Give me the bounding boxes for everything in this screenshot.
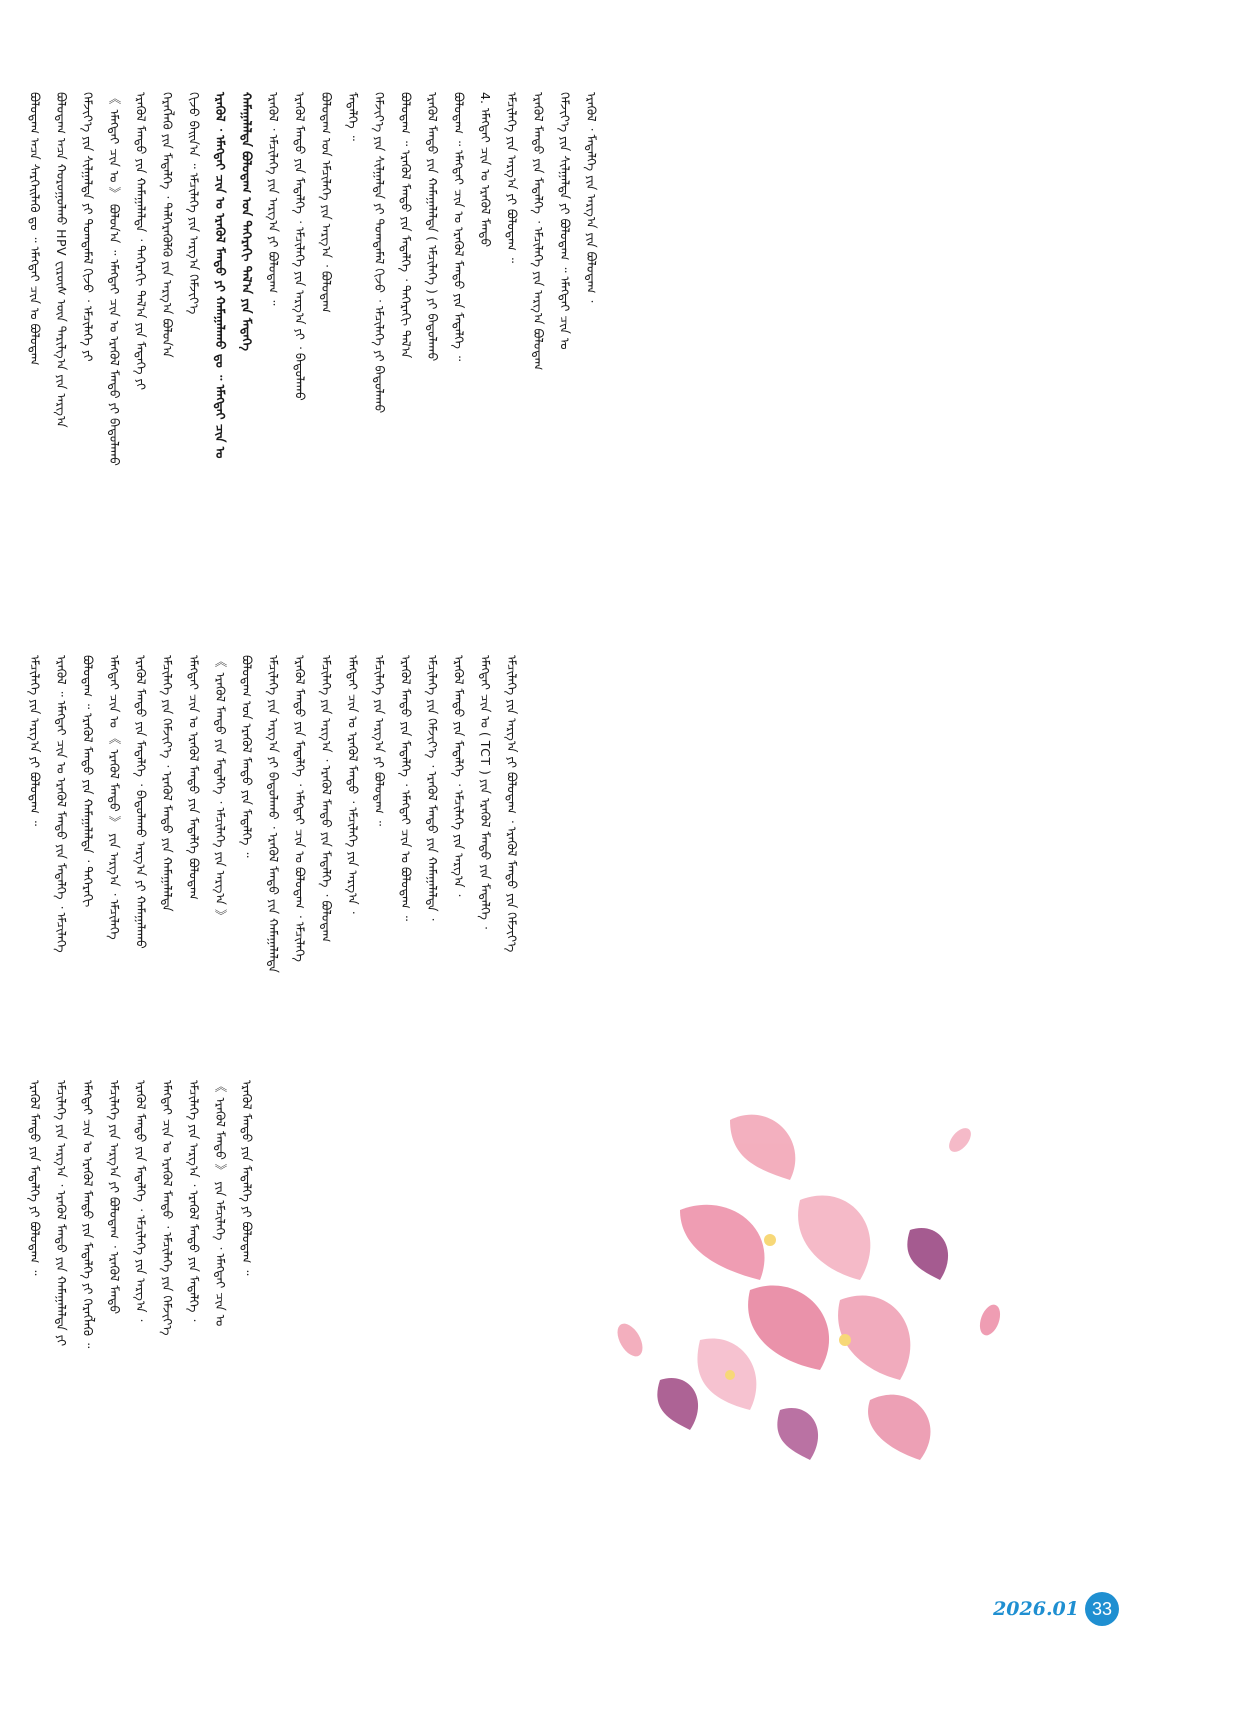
text-column: ᠡᠷᠡᠭᠦᠯ ᠮᠡᠨᠳᠦ ᠶᠢᠨ ᠮᠡᠳᠡᠯᠭᠡ ᠂ ᠡᠮᠴᠢᠯᠡᠭᠡ ᠶᠢᠨ ᠠᠷᠭ᠎ᠠ ᠂ — [451, 655, 467, 897]
text-column: ᠡᠷᠡᠭᠦᠯ ᠮᠡᠨᠳᠦ ᠶᠢᠨ ᠮᠡᠳᠡᠯᠭᠡ ᠂ ᠡᠮᠡᠭᠲᠡᠢ ᠴᠢᠨ ᠤ ᠪᠣᠯᠣᠳᠠᠭ ᠃ — [398, 655, 414, 921]
text-column: ᠡᠷᠡᠭᠦᠯ ᠮᠡᠨᠳᠦ ᠶᠢᠨ ᠮᠡᠳᠡᠯᠭᠡ ᠂ ᠪᠠᠲᠤᠯᠠᠬᠤ ᠠᠷᠭ᠎ᠠ ᠶᠢ ᠬᠠᠮᠠᠭᠠᠯᠠᠬᠤ — [133, 655, 149, 949]
pink-blossom-illustration — [610, 1080, 1020, 1500]
text-column: ᠡᠮᠴᠢᠯᠡᠭᠡ ᠶᠢᠨ ᠠᠷᠭ᠎ᠠ ᠂ ᠡᠷᠡᠭᠦᠯ ᠮᠡᠨᠳᠦ ᠶᠢᠨ ᠬᠠᠮᠠᠭᠠᠯᠠᠯᠲᠠ ᠶᠢ — [54, 1080, 69, 1347]
text-column: ᠡᠮᠡᠭᠲᠡᠢ ᠴᠢᠨ ᠤ ᠡᠷᠡᠭᠦᠯ ᠮᠡᠨᠳᠦ ᠂ ᠡᠮᠴᠢᠯᠡᠭᠡ ᠶᠢᠨ ᠠᠷᠭ᠎ᠠ ᠂ — [345, 655, 361, 914]
text-column: ᠡᠷᠡᠭᠦᠯ ᠮᠡᠨᠳᠦ ᠶᠢᠨ ᠬᠠᠮᠠᠭᠠᠯᠠᠯᠲᠠ ᠂ ᠳᠡᠭᠡᠷᠡᠬᠢ ᠲᠠᠯ᠎ᠠ ᠶᠢᠨ ᠮᠡᠳᠡᠭᠡ ᠶᠢ — [133, 92, 149, 391]
text-column: ᠡᠮᠴᠢᠯᠡᠭᠡ ᠶᠢᠨ ᠬᠡᠮᠵᠢᠶ᠎ᠡ ᠂ ᠡᠷᠡᠭᠦᠯ ᠮᠡᠨᠳᠦ ᠶᠢᠨ ᠬᠠᠮᠠᠭᠠᠯᠠᠯᠲᠠ — [160, 655, 175, 912]
text-column: ᠡᠮᠡᠭᠲᠡᠢ ᠴᠢᠨ ᠤ ᠡᠷᠡᠭᠦᠯ ᠮᠡᠨᠳᠦ ᠶᠢᠨ ᠮᠡᠳᠡᠯᠭᠡ ᠪᠣᠯᠣᠳᠠᠭ — [186, 655, 202, 900]
text-column: ᠬᠢᠵᠦ ᠪᠠᠢᠨ᠎ᠠ ᠃ ᠡᠮᠴᠢᠯᠡᠭᠡ ᠶᠢᠨ ᠠᠷᠭ᠎ᠠ ᠬᠡᠮᠵᠢᠶ᠎ᠡ — [186, 92, 202, 315]
text-column: ᠡᠷᠡᠭᠦᠯ ᠮᠡᠨᠳᠦ ᠶᠢᠨ ᠮᠡᠳᠡᠯᠭᠡ ᠶᠢ ᠪᠣᠯᠣᠳᠠᠭ ᠃ — [27, 1080, 43, 1276]
page-footer — [993, 1592, 1119, 1626]
text-column: ᠪᠣᠯᠣᠳᠠᠭ ᠠᠴᠠ ᠰᠡᠷᠭᠡᠢᠯᠡᠬᠦ ᠳᠤ ᠃ ᠡᠮᠡᠭᠲᠡᠢ ᠴᠢᠨ ᠤ ᠪᠣᠯᠣᠳᠠᠭ — [27, 92, 43, 366]
text-column: ᠡᠮᠴᠢᠯᠡᠭᠡ ᠶᠢᠨ ᠬᠡᠮᠵᠢᠶ᠎ᠡ ᠂ ᠡᠷᠡᠭᠦᠯ ᠮᠡᠨᠳᠦ ᠶᠢᠨ ᠬᠠᠮᠠᠭᠠᠯᠠᠯᠲᠠ ᠂ — [425, 655, 440, 921]
page-number: 33 — [1085, 1592, 1119, 1626]
text-column: ᠪᠣᠯᠣᠳᠠᠭ ᠃ ᠡᠮᠡᠭᠲᠡᠢ ᠴᠢᠨ ᠤ ᠡᠷᠡᠭᠦᠯ ᠮᠡᠨᠳᠦ ᠶᠢᠨ ᠮᠡᠳᠡᠯᠭᠡ ᠃ — [451, 92, 467, 362]
text-column: ᠪᠣᠯᠣᠳᠠᠭ ᠤᠨ ᠡᠮᠴᠢᠯᠡᠭᠡ ᠶᠢᠨ ᠠᠷᠭ᠎ᠠ ᠂ ᠪᠣᠯᠣᠳᠠᠭ — [319, 92, 334, 313]
text-column: ᠪᠣᠯᠣᠳᠠᠭ ᠃ ᠡᠷᠡᠭᠦᠯ ᠮᠡᠨᠳᠦ ᠶᠢᠨ ᠬᠠᠮᠠᠭᠠᠯᠠᠯᠲᠠ ᠂ ᠳᠡᠭᠡᠷᠡᠬᠢ — [80, 655, 96, 908]
text-column: ᠡᠷᠡᠭᠦᠯ ᠂ ᠡᠮᠡᠭᠲᠡᠢ ᠴᠢᠨ ᠤ ᠡᠷᠡᠭᠦᠯ ᠮᠡᠨᠳᠦ ᠶᠢ ᠬᠠᠮᠠᠭᠠᠯᠠᠬᠤ ᠳᠤ ᠃ ᠡᠮᠡᠭᠲᠡᠢ ᠴᠢᠨ ᠤ — [213, 92, 228, 459]
text-column: 《 ᠡᠮᠡᠭᠲᠡᠢ ᠴᠢᠨ ᠤ 》 ᠪᠣᠯᠤᠨ᠎ᠠ ᠃ ᠡᠮᠡᠭᠲᠡᠢ ᠴᠢᠨ ᠤ ᠡᠷᠡᠭᠦᠯ ᠮᠡᠨᠳᠦ ᠶᠢ ᠪᠠᠲᠤᠯᠠᠬᠤ — [107, 92, 122, 466]
text-column: ᠡᠮᠴᠢᠯᠡᠭᠡ ᠶᠢᠨ ᠠᠷᠭ᠎ᠠ ᠶᠢ ᠪᠣᠯᠣᠳᠠᠭ ᠃ — [27, 655, 43, 827]
text-column: ᠡᠷᠡᠭᠦᠯ ᠮᠡᠨᠳᠦ ᠶᠢᠨ ᠮᠡᠳᠡᠯᠭᠡ ᠂ ᠡᠮᠴᠢᠯᠡᠭᠡ ᠶᠢᠨ ᠠᠷᠭ᠎ᠠ ᠪᠣᠯᠣᠳᠠᠭ — [531, 92, 546, 371]
text-column: 《 ᠡᠷᠡᠭᠦᠯ ᠮᠡᠨᠳᠦ 》 ᠶᠢᠨ ᠡᠮᠴᠢᠯᠡᠭᠡ ᠂ ᠡᠮᠡᠭᠲᠡᠢ ᠴᠢᠨ ᠤ — [213, 1080, 228, 1327]
text-column: ᠡᠷᠡᠭᠦᠯ ᠂ ᠮᠡᠳᠡᠯᠭᠡ ᠶᠢᠨ ᠠᠷᠭ᠎ᠠ ᠶᠢᠨ ᠪᠣᠯᠣᠳᠠᠭ ᠂ — [584, 92, 599, 303]
text-column: ᠡᠷᠡᠭᠦᠯ ᠮᠡᠨᠳᠦ ᠶᠢᠨ ᠬᠠᠮᠠᠭᠠᠯᠠᠯᠲᠠ ( ᠡᠮᠴᠢᠯᠡᠭᠡ ) ᠶᠢ ᠪᠠᠲᠤᠯᠠᠬᠤ — [425, 92, 440, 362]
text-column: ᠡᠷᠡᠭᠦᠯ ᠮᠡᠨᠳᠦ ᠶᠢᠨ ᠮᠡᠳᠡᠯᠭᠡ ᠂ ᠡᠮᠡᠭᠲᠡᠢ ᠴᠢᠨ ᠤ ᠪᠣᠯᠣᠳᠠᠭ ᠂ ᠡᠮᠴᠢᠯᠡᠭᠡ — [292, 655, 308, 962]
text-column: ᠬᠡᠮᠵᠢᠶ᠎ᠡ ᠶᠢᠨ ᠰᠢᠯᠭᠠᠯᠲᠠ ᠶᠢ ᠪᠣᠯᠣᠳᠠᠭ ᠃ ᠡᠮᠡᠭᠲᠡᠢ ᠴᠢᠨ ᠤ — [557, 92, 573, 350]
text-column: ᠡᠮᠴᠢᠯᠡᠭᠡ ᠶᠢᠨ ᠠᠷᠭ᠎ᠠ ᠶᠢ ᠪᠠᠲᠤᠯᠠᠬᠤ ᠂ ᠡᠷᠡᠭᠦᠯ ᠮᠡᠨᠳᠦ ᠶᠢᠨ ᠬᠠᠮᠠᠭᠠᠯᠠᠯᠲᠠ — [266, 655, 281, 973]
text-column: ᠬᠡᠮᠵᠢᠶ᠎ᠡ ᠶᠢᠨ ᠰᠢᠯᠭᠠᠯᠲᠠ ᠶᠢ ᠲᠣᠭᠲᠠᠮᠠᠯ ᠬᠢᠵᠦ ᠂ ᠡᠮᠴᠢᠯᠡᠭᠡ ᠶᠢ ᠪᠠᠲᠤᠯᠠᠬᠤ — [372, 92, 387, 414]
text-column: ᠪᠣᠯᠣᠳᠠᠭ ᠤᠨ ᠡᠷᠡᠭᠦᠯ ᠮᠡᠨᠳᠦ ᠶᠢᠨ ᠮᠡᠳᠡᠯᠭᠡ ᠃ — [239, 655, 255, 858]
text-column: ᠡᠮᠴᠢᠯᠡᠭᠡ ᠶᠢᠨ ᠠᠷᠭ᠎ᠠ ᠶᠢ ᠪᠣᠯᠣᠳᠠᠭ ᠃ — [504, 92, 520, 264]
text-column: ᠮᠡᠳᠡᠯᠭᠡ ᠃ — [345, 92, 361, 141]
text-column: ᠡᠮᠴᠢᠯᠡᠭᠡ ᠶᠢᠨ ᠠᠷᠭ᠎ᠠ ᠶᠢ ᠪᠣᠯᠣᠳᠠᠭ ᠂ ᠡᠷᠡᠭᠦᠯ ᠮᠡᠨᠳᠦ ᠶᠢᠨ ᠬᠡᠮᠵᠢᠶ᠎ᠡ — [504, 655, 520, 953]
text-column: 《 ᠡᠷᠡᠭᠦᠯ ᠮᠡᠨᠳᠦ ᠶᠢᠨ ᠮᠡᠳᠡᠯᠭᠡ ᠂ ᠡᠮᠴᠢᠯᠡᠭᠡ ᠶᠢᠨ ᠠᠷᠭ᠎ᠠ 》 — [213, 655, 228, 922]
text-column: ᠡᠮᠡᠭᠲᠡᠢ ᠴᠢᠨ ᠤ ᠡᠷᠡᠭᠦᠯ ᠮᠡᠨᠳᠦ ᠂ ᠡᠮᠴᠢᠯᠡᠭᠡ ᠶᠢᠨ ᠬᠡᠮᠵᠢᠶ᠎ᠡ — [160, 1080, 175, 1336]
text-column: ᠡᠮᠴᠢᠯᠡᠭᠡ ᠶᠢᠨ ᠠᠷᠭ᠎ᠠ ᠶᠢ ᠪᠣᠯᠣᠳᠠᠭ ᠃ — [372, 655, 387, 827]
text-column: ᠡᠷᠡᠭᠦᠯ ᠂ ᠡᠮᠴᠢᠯᠡᠭᠡ ᠶᠢᠨ ᠠᠷᠭ᠎ᠠ ᠶᠢ ᠪᠣᠯᠣᠳᠠᠭ ᠃ — [266, 92, 281, 306]
text-column: ᠡᠮᠡᠭᠲᠡᠢ ᠴᠢᠨ ᠤ ( TCT ) ᠶᠢᠨ ᠡᠷᠡᠭᠦᠯ ᠮᠡᠨᠳᠦ ᠶᠢᠨ ᠮᠡᠳᠡᠯᠭᠡ ᠂ — [478, 655, 493, 929]
text-column: ᠬᠠᠮᠠᠭᠠᠯᠠᠯᠲᠠ ᠪᠣᠯᠣᠳᠠᠭ ᠤᠨ ᠳᠡᠭᠡᠷᠡᠬᠢ ᠲᠠᠯ᠎ᠠ ᠶᠢᠨ ᠮᠡᠳᠡᠭᠡ — [239, 92, 255, 351]
text-column: ᠡᠮᠡᠭᠲᠡᠢ ᠴᠢᠨ ᠤ 《 ᠡᠷᠡᠭᠦᠯ ᠮᠡᠨᠳᠦ 》 ᠶᠢᠨ ᠠᠷᠭ᠎ᠠ ᠂ ᠡᠮᠴᠢᠯᠡᠭᠡ — [107, 655, 122, 940]
text-column: ᠬᠡᠷᠡᠭᠯᠡᠬᠦ ᠶᠢᠨ ᠮᠡᠳᠡᠯᠭᠡ ᠂ ᠳᠡᠯᠭᠡᠷᠡᠭᠦᠯᠬᠦ ᠶᠢᠨ ᠠᠷᠭ᠎ᠠ ᠪᠣᠯᠤᠨ᠎ᠠ — [160, 92, 175, 358]
text-column: ᠡᠷᠡᠭᠦᠯ ᠃ ᠡᠮᠡᠭᠲᠡᠢ ᠴᠢᠨ ᠤ ᠡᠷᠡᠭᠦᠯ ᠮᠡᠨᠳᠦ ᠶᠢᠨ ᠮᠡᠳᠡᠯᠭᠡ ᠂ ᠡᠮᠴᠢᠯᠡᠭᠡ — [54, 655, 69, 953]
text-column: ᠡᠮᠴᠢᠯᠡᠭᠡ ᠶᠢᠨ ᠠᠷᠭ᠎ᠠ ᠂ ᠡᠷᠡᠭᠦᠯ ᠮᠡᠨᠳᠦ ᠶᠢᠨ ᠮᠡᠳᠡᠯᠭᠡ ᠂ — [186, 1080, 202, 1322]
text-column: ᠡᠷᠡᠭᠦᠯ ᠮᠡᠨᠳᠦ ᠶᠢᠨ ᠮᠡᠳᠡᠯᠭᠡ ᠂ ᠡᠮᠴᠢᠯᠡᠭᠡ ᠶᠢᠨ ᠠᠷᠭ᠎ᠠ ᠂ — [133, 1080, 149, 1322]
text-column: ᠡᠮᠡᠭᠲᠡᠢ ᠴᠢᠨ ᠤ ᠡᠷᠡᠭᠦᠯ ᠮᠡᠨᠳᠦ ᠶᠢᠨ ᠮᠡᠳᠡᠯᠭᠡ ᠶᠢ ᠬᠡᠷᠡᠭᠯᠡᠬᠦ ᠃ — [80, 1080, 96, 1349]
text-column: ᠪᠣᠯᠣᠳᠠᠭ ᠠᠴᠠ ᠬᠣᠷᠣᠭᠤᠯᠬᠤ HPV ᠸᠢᠷᠦ᠋ᠰ ᠦᠨ ᠲᠠᠷᠢᠯᠭ᠎ᠠ ᠶᠢᠨ ᠠᠷᠭ᠎ᠠ — [54, 92, 69, 428]
text-column: ᠡᠮᠴᠢᠯᠡᠭᠡ ᠶᠢᠨ ᠠᠷᠭ᠎ᠠ ᠶᠢ ᠪᠣᠯᠣᠳᠠᠭ ᠂ ᠡᠷᠡᠭᠦᠯ ᠮᠡᠨᠳᠦ — [107, 1080, 122, 1315]
text-column: 4. ᠡᠮᠡᠭᠲᠡᠢ ᠴᠢᠨ ᠤ ᠡᠷᠡᠭᠦᠯ ᠮᠡᠨᠳᠦ — [478, 92, 493, 248]
text-column: ᠪᠣᠯᠣᠳᠠᠭ ᠃ ᠡᠷᠡᠭᠦᠯ ᠮᠡᠨᠳᠦ ᠶᠢᠨ ᠮᠡᠳᠡᠯᠭᠡ ᠂ ᠳᠡᠭᠡᠷᠡᠬᠢ ᠲᠠᠯ᠎ᠠ — [398, 92, 414, 359]
issue-date: 2026.01 — [993, 1598, 1079, 1620]
text-column: ᠡᠷᠡᠭᠦᠯ ᠮᠡᠨᠳᠦ ᠶᠢᠨ ᠮᠡᠳᠡᠯᠭᠡ ᠶᠢ ᠪᠣᠯᠣᠳᠠᠭ ᠃ — [239, 1080, 255, 1276]
text-column: ᠬᠡᠮᠵᠢᠶ᠎ᠡ ᠶᠢᠨ ᠰᠢᠯᠭᠠᠯᠲᠠ ᠶᠢ ᠲᠣᠭᠲᠠᠮᠠᠯ ᠬᠢᠵᠦ ᠂ ᠡᠮᠴᠢᠯᠡᠭᠡ ᠶᠢ — [80, 92, 96, 362]
text-column: ᠡᠷᠡᠭᠦᠯ ᠮᠡᠨᠳᠦ ᠶᠢᠨ ᠮᠡᠳᠡᠯᠭᠡ ᠂ ᠡᠮᠴᠢᠯᠡᠭᠡ ᠶᠢᠨ ᠠᠷᠭ᠎ᠠ ᠶᠢ ᠂ ᠪᠠᠲᠤᠯᠠᠬᠤ — [292, 92, 308, 401]
text-column: ᠡᠮᠴᠢᠯᠡᠭᠡ ᠶᠢᠨ ᠠᠷᠭ᠎ᠠ ᠂ ᠡᠷᠡᠭᠦᠯ ᠮᠡᠨᠳᠦ ᠶᠢᠨ ᠮᠡᠳᠡᠯᠭᠡ ᠂ ᠪᠣᠯᠣᠳᠠᠭ — [319, 655, 334, 943]
